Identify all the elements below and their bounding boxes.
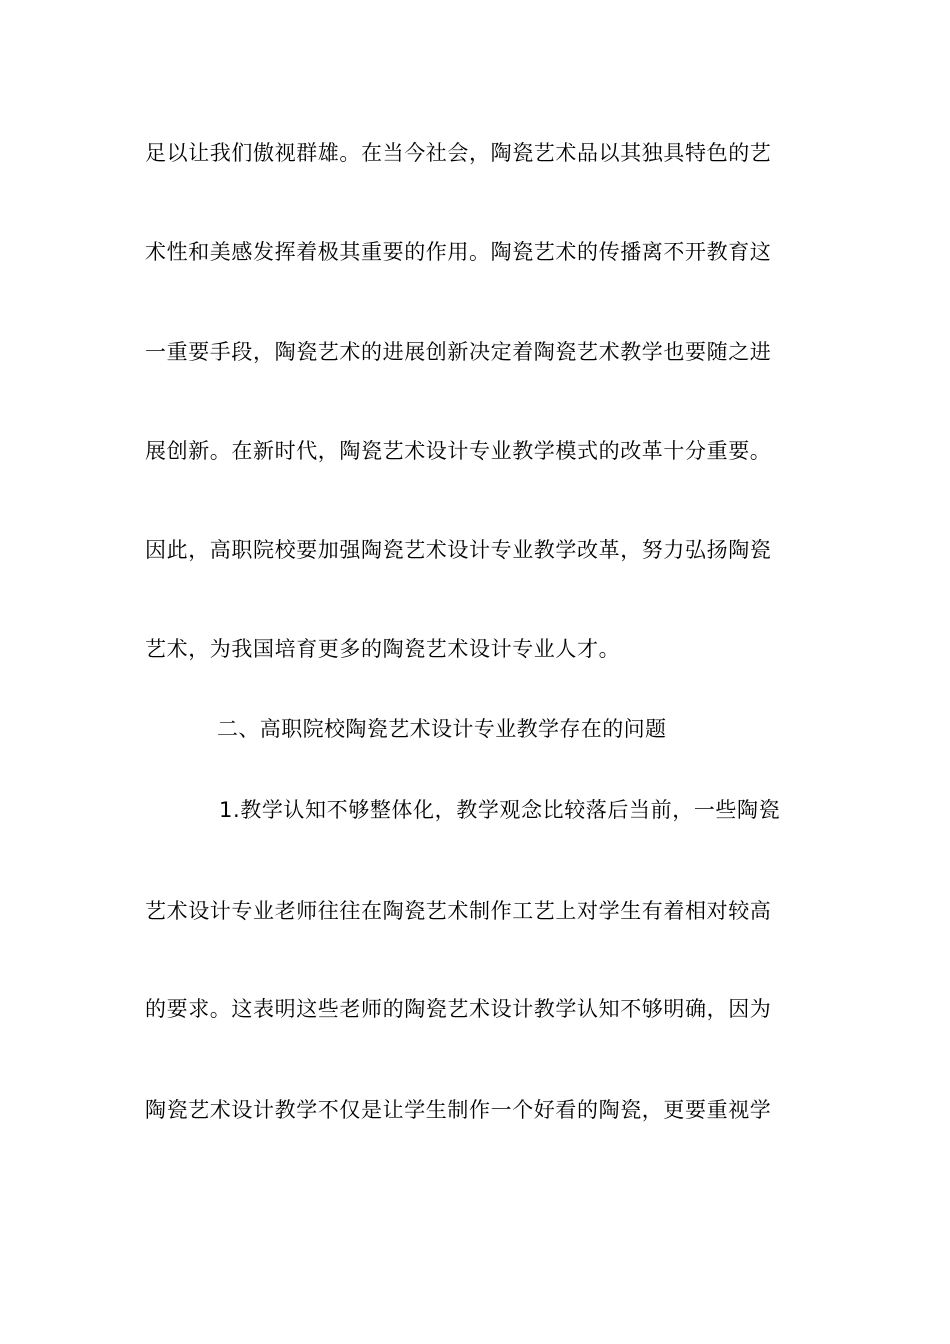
- paragraph-line: 艺术，为我国培育更多的陶瓷艺术设计专业人才。: [145, 637, 621, 661]
- paragraph-line: 一重要手段，陶瓷艺术的进展创新决定着陶瓷艺术教学也要随之进: [145, 340, 772, 364]
- paragraph-line: 术性和美感发挥着极其重要的作用。陶瓷艺术的传播离不开教育这: [145, 240, 772, 264]
- paragraph-line: 足以让我们傲视群雄。在当今社会，陶瓷艺术品以其独具特色的艺: [145, 141, 772, 165]
- paragraph-line: 的要求。这表明这些老师的陶瓷艺术设计教学认知不够明确，因为: [145, 997, 772, 1021]
- section-heading: 二、高职院校陶瓷艺术设计专业教学存在的问题: [217, 717, 667, 741]
- paragraph-line: 陶瓷艺术设计教学不仅是让学生制作一个好看的陶瓷，更要重视学: [145, 1098, 772, 1122]
- paragraph-line: 1.教学认知不够整体化，教学观念比较落后当前，一些陶瓷: [219, 798, 781, 822]
- paragraph-line: 因此，高职院校要加强陶瓷艺术设计专业教学改革，努力弘扬陶瓷: [145, 538, 772, 562]
- paragraph-line: 艺术设计专业老师往往在陶瓷艺术制作工艺上对学生有着相对较高: [145, 899, 772, 923]
- paragraph-line: 展创新。在新时代，陶瓷艺术设计专业教学模式的改革十分重要。: [145, 439, 772, 463]
